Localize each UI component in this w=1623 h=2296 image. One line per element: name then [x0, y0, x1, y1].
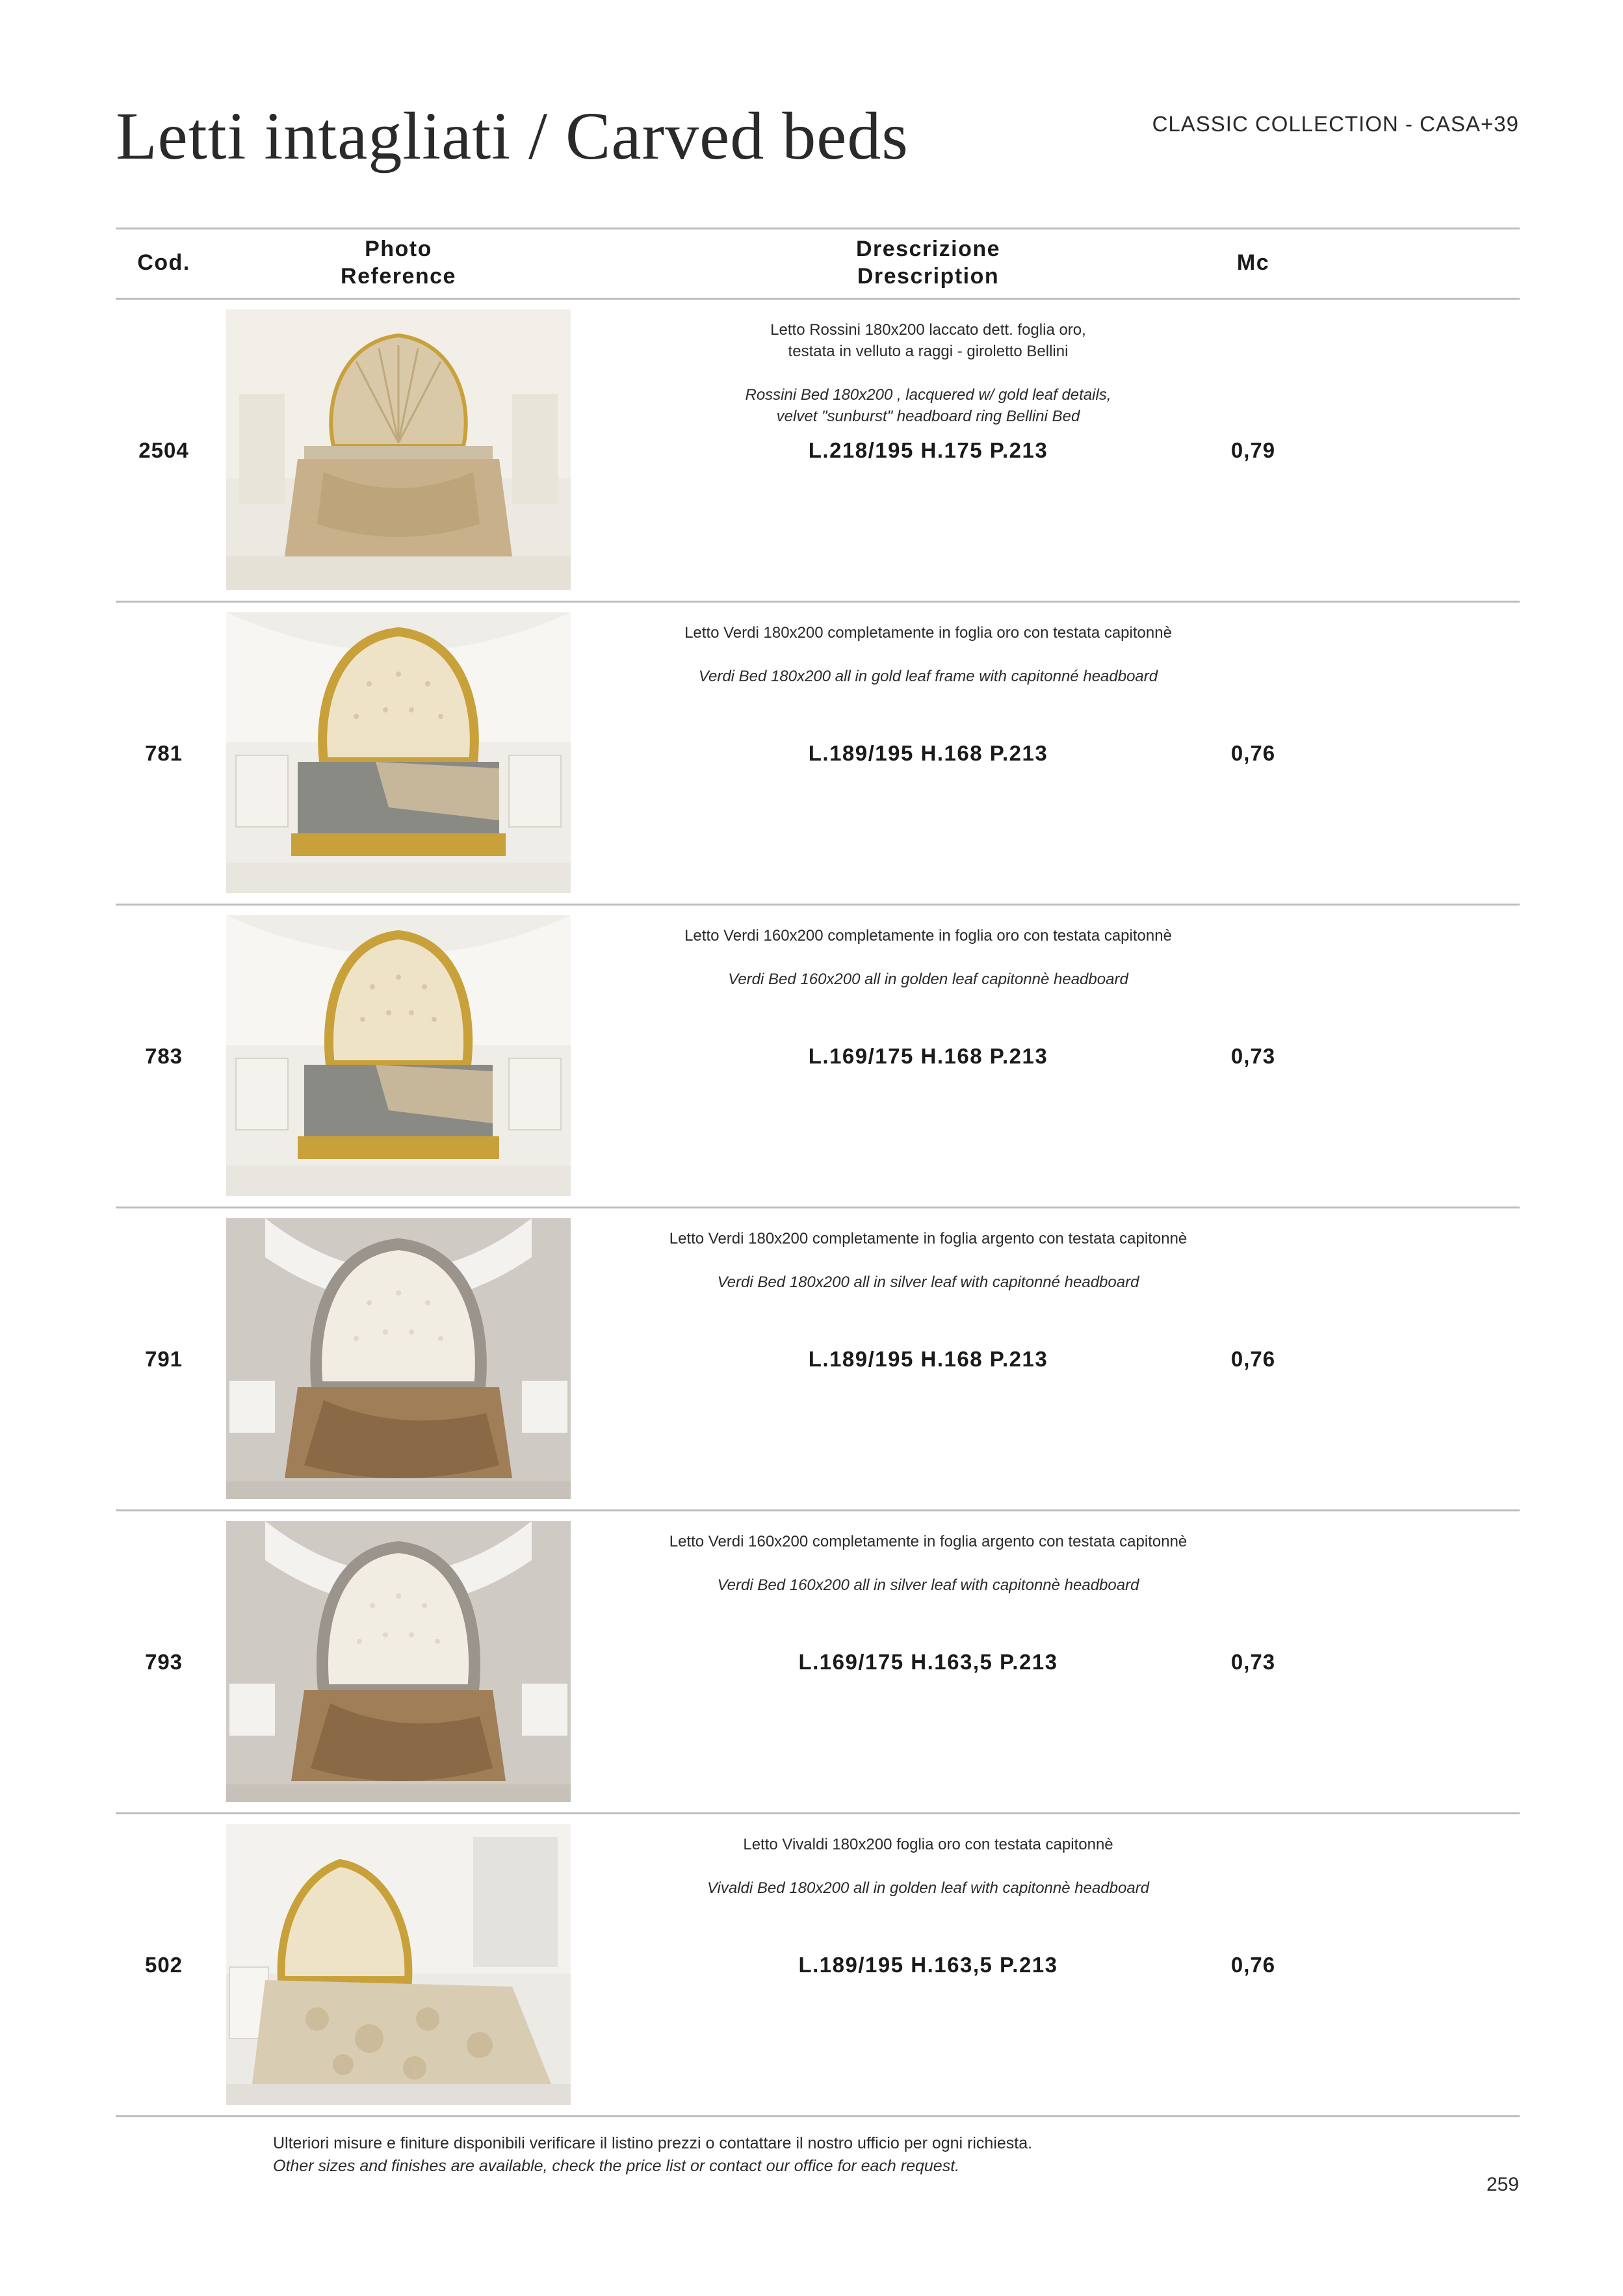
- row-mc: 0,76: [1230, 1346, 1276, 1371]
- row-description: [584, 1814, 1273, 2115]
- col-header-photo: [226, 228, 571, 298]
- desc-it-line1: Letto Verdi 180x200 completamente in foglia argento con testata capitonnè: [669, 1230, 1188, 1247]
- row-dimensions: L.218/195 H.175 P.213: [808, 438, 1048, 462]
- row-description: [584, 1208, 1273, 1509]
- desc-it-line1: Letto Rossini 180x200 laccato dett. foglia oro,: [770, 321, 1086, 339]
- row-description: [584, 906, 1273, 1207]
- table-row: [116, 300, 1520, 601]
- desc-en-line1: Verdi Bed 180x200 all in silver leaf with capitonné headboard: [717, 1273, 1139, 1291]
- desc-it-line1: Letto Vivaldi 180x200 foglia oro con testata capitonnè: [743, 1836, 1113, 1853]
- bed-photo: [226, 1824, 571, 2105]
- page-number: 259: [1486, 2174, 1519, 2195]
- desc-en-line1: Vivaldi Bed 180x200 all in golden leaf with capitonnè headboard: [707, 1879, 1150, 1897]
- desc-it-line2: testata in velluto a raggi - giroletto Bellini: [788, 343, 1069, 360]
- col-header-photo-line1: Photo: [365, 237, 432, 261]
- row-code: 791: [144, 1346, 183, 1371]
- table-row: [116, 603, 1520, 904]
- row-dimensions: L.169/175 H.163,5 P.213: [798, 1650, 1058, 1674]
- footnote-en: Other sizes and finishes are available, check the price list or contact our office for each request.: [273, 2157, 960, 2175]
- desc-en-line2: velvet "sunburst" headboard ring Bellini Bed: [776, 408, 1080, 425]
- row-description: [584, 603, 1273, 904]
- col-header-mc-label: Mc: [1236, 250, 1270, 275]
- row-mc: 0,73: [1230, 1043, 1276, 1068]
- row-code: 502: [144, 1952, 183, 1977]
- row-code: 783: [144, 1043, 183, 1068]
- footnote: [273, 2132, 1032, 2178]
- table-row: [116, 1511, 1520, 1812]
- bed-photo: [226, 1218, 571, 1499]
- row-description: [584, 300, 1273, 601]
- desc-it-line1: Letto Verdi 160x200 completamente in foglia oro con testata capitonnè: [684, 927, 1172, 945]
- row-code: 781: [144, 740, 183, 765]
- bed-photo: [226, 612, 571, 893]
- col-header-code-label: Cod.: [137, 250, 190, 275]
- table-header: [116, 228, 1520, 298]
- col-header-mc: [1195, 228, 1312, 298]
- table-row: [116, 1208, 1520, 1509]
- desc-en-line1: Verdi Bed 160x200 all in silver leaf with capitonnè headboard: [717, 1576, 1139, 1594]
- desc-en-line1: Rossini Bed 180x200 , lacquered w/ gold leaf details,: [745, 386, 1111, 404]
- row-dimensions: L.189/195 H.163,5 P.213: [798, 1953, 1058, 1977]
- bed-photo: [226, 915, 571, 1196]
- row-dimensions: L.189/195 H.168 P.213: [808, 1347, 1048, 1371]
- row-mc: 0,79: [1230, 437, 1276, 462]
- col-header-description: [584, 228, 1273, 298]
- table-row: [116, 906, 1520, 1207]
- row-description: [584, 1511, 1273, 1812]
- col-header-code: [116, 228, 212, 298]
- desc-it-line1: Letto Verdi 180x200 completamente in foglia oro con testata capitonnè: [684, 624, 1172, 642]
- col-header-desc-line2: Drescription: [857, 264, 1000, 289]
- col-header-desc-line1: Drescrizione: [855, 237, 1001, 261]
- row-dimensions: L.169/175 H.168 P.213: [808, 1044, 1048, 1068]
- table-row: [116, 1814, 1520, 2115]
- collection-label: CLASSIC COLLECTION - CASA+39: [1152, 112, 1519, 136]
- col-header-photo-line2: Reference: [341, 264, 456, 289]
- row-dimensions: L.189/195 H.168 P.213: [808, 741, 1048, 765]
- row-code: 2504: [138, 437, 189, 462]
- desc-en-line1: Verdi Bed 160x200 all in golden leaf capitonnè headboard: [728, 971, 1128, 988]
- row-mc: 0,73: [1230, 1649, 1276, 1674]
- row-mc: 0,76: [1230, 1952, 1276, 1977]
- footnote-it: Ulteriori misure e finiture disponibili verificare il listino prezzi o contattare il nostro ufficio per ogni richiesta.: [273, 2134, 1033, 2152]
- desc-en-line1: Verdi Bed 180x200 all in gold leaf frame with capitonné headboard: [698, 668, 1158, 685]
- row-code: 793: [144, 1649, 183, 1674]
- page-title: Letti intagliati / Carved beds: [116, 99, 909, 174]
- table-bottom-rule: [116, 2115, 1520, 2117]
- bed-photo: [226, 309, 571, 590]
- desc-it-line1: Letto Verdi 160x200 completamente in foglia argento con testata capitonnè: [669, 1533, 1188, 1550]
- row-mc: 0,76: [1230, 740, 1276, 765]
- bed-photo: [226, 1521, 571, 1802]
